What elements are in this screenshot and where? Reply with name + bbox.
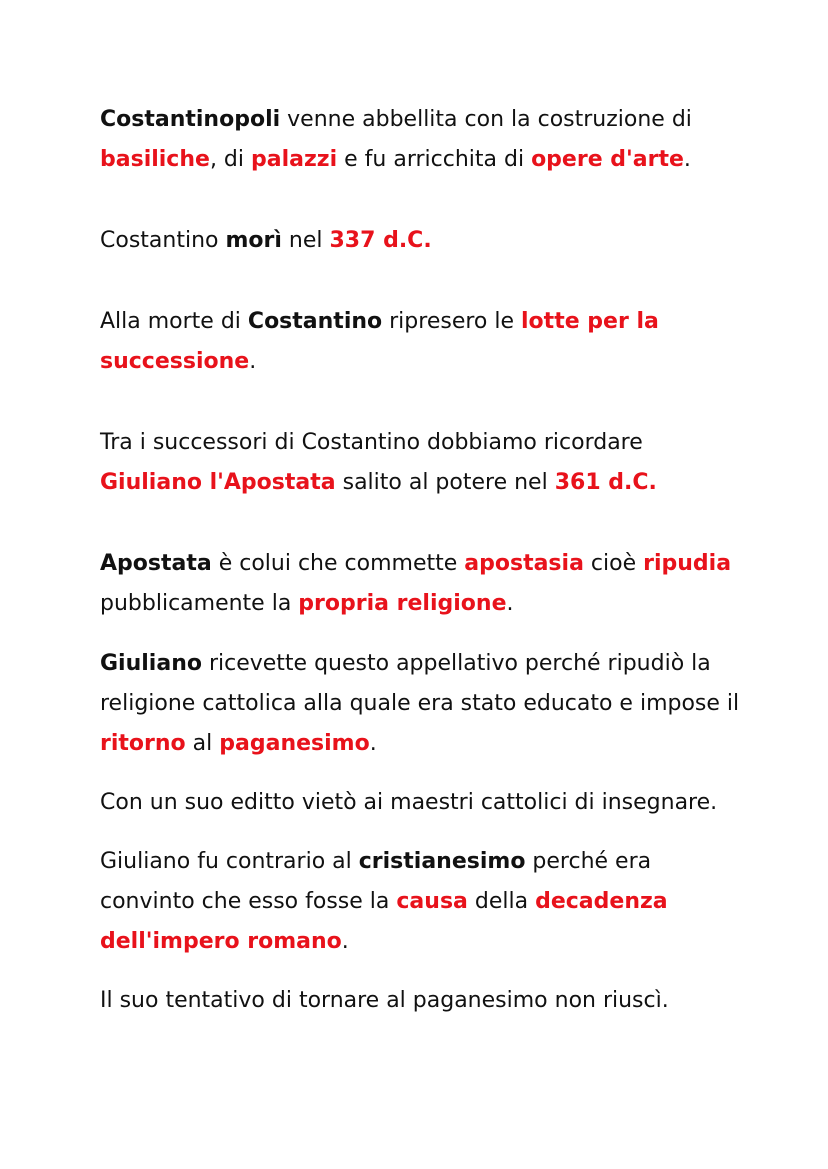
term-costantinopoli: Costantinopoli bbox=[100, 107, 281, 132]
keyword-giuliano-apostata: Giuliano l'Apostata bbox=[100, 470, 336, 495]
text-segment: ricevette questo appellativo perché ripudiò la religione cattolica alla quale era stato educato e impose il bbox=[100, 651, 740, 716]
keyword-palazzi: palazzi bbox=[251, 147, 338, 172]
text-segment: Alla morte di bbox=[100, 309, 248, 334]
text-segment: al bbox=[185, 731, 220, 756]
keyword-basiliche: basiliche bbox=[100, 147, 210, 172]
text-segment: , di bbox=[209, 147, 251, 172]
text-segment: Il suo tentativo di tornare al paganesimo non riuscì. bbox=[100, 988, 669, 1013]
text-segment: salito al potere nel bbox=[335, 470, 555, 495]
text-segment: Costantino bbox=[100, 228, 226, 253]
text-segment: pubblicamente la bbox=[100, 591, 299, 616]
paragraph-giuliano-apostata bbox=[100, 423, 740, 503]
keyword-decadenza-impero: decadenza dell'impero romano bbox=[100, 889, 668, 954]
text-segment: perché era convinto che esso fosse la bbox=[100, 849, 652, 914]
paragraph-costantinopoli bbox=[100, 100, 740, 180]
keyword-causa: causa bbox=[396, 889, 468, 914]
keyword-paganesimo: paganesimo bbox=[219, 731, 370, 756]
text-segment: Tra i successori di Costantino dobbiamo ricordare bbox=[100, 430, 643, 455]
paragraph-tentativo bbox=[100, 981, 740, 1021]
document-page bbox=[100, 100, 740, 1021]
text-segment: . bbox=[369, 731, 377, 756]
text-segment: nel bbox=[281, 228, 330, 253]
term-mori: morì bbox=[225, 228, 282, 253]
paragraph-morte-costantino bbox=[100, 221, 740, 261]
text-segment: ripresero le bbox=[382, 309, 522, 334]
paragraph-editto bbox=[100, 783, 740, 823]
text-segment: è colui che commette bbox=[211, 551, 465, 576]
text-segment: . bbox=[341, 929, 349, 954]
keyword-propria-religione: propria religione bbox=[298, 591, 507, 616]
term-costantino: Costantino bbox=[247, 309, 383, 334]
paragraph-cristianesimo bbox=[100, 842, 740, 962]
keyword-opere-darte: opere d'arte bbox=[531, 147, 684, 172]
keyword-337-dc: 337 d.C. bbox=[329, 228, 432, 253]
text-segment: venne abbellita con la costruzione di bbox=[280, 107, 692, 132]
paragraph-successione bbox=[100, 302, 740, 382]
keyword-ritorno: ritorno bbox=[100, 731, 186, 756]
text-segment: cioè bbox=[583, 551, 644, 576]
text-segment: . bbox=[506, 591, 514, 616]
keyword-ripudia: ripudia bbox=[643, 551, 732, 576]
text-segment: Giuliano fu contrario al bbox=[100, 849, 359, 874]
text-segment: della bbox=[467, 889, 536, 914]
text-segment: . bbox=[683, 147, 691, 172]
term-apostata: Apostata bbox=[100, 551, 212, 576]
text-segment: e fu arricchita di bbox=[337, 147, 532, 172]
keyword-361-dc: 361 d.C. bbox=[554, 470, 657, 495]
keyword-lotte-successione: lotte per la successione bbox=[100, 309, 659, 374]
paragraph-apostata-definizione bbox=[100, 544, 740, 624]
term-giuliano: Giuliano bbox=[100, 651, 202, 676]
keyword-apostasia: apostasia bbox=[464, 551, 584, 576]
text-segment: Con un suo editto vietò ai maestri cattolici di insegnare. bbox=[100, 790, 718, 815]
paragraph-appellativo bbox=[100, 644, 740, 764]
text-segment: . bbox=[249, 349, 257, 374]
term-cristianesimo: cristianesimo bbox=[358, 849, 526, 874]
